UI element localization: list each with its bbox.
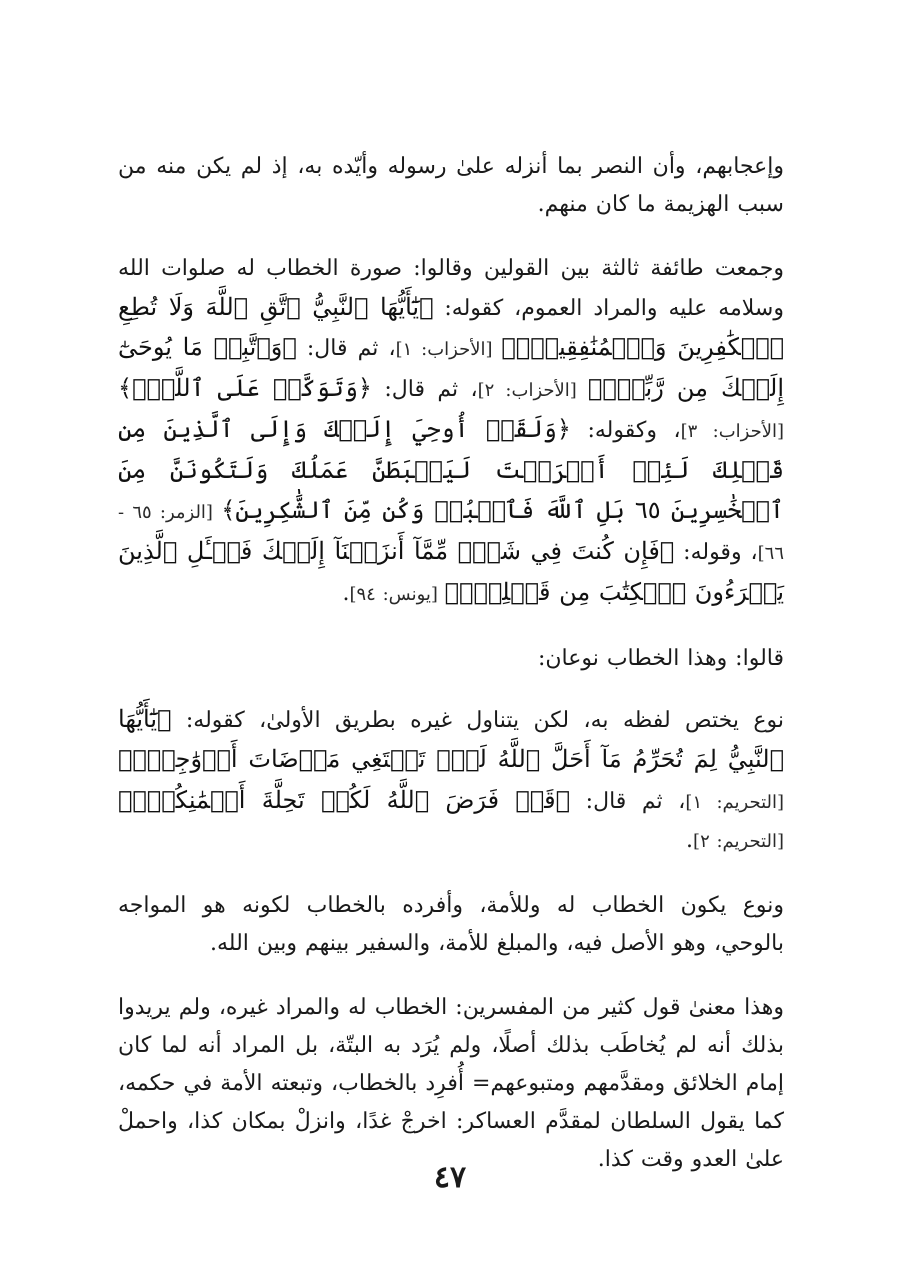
page-body [118, 148, 784, 1205]
quran-verse-ahzab-2: ﴿وَٱتَّبِعۡ مَا يُوحَىٰٓ إِلَيۡكَ مِن رَّبِّكَۚ﴾ [118, 333, 784, 402]
reference-zumar-65-66: [الزمر: ٦٥ - ٦٦] [118, 502, 784, 564]
paragraph-5 [118, 887, 784, 963]
paragraph-2 [118, 250, 784, 614]
paragraph-2-text-6: . [342, 581, 350, 606]
reference-ahzab-2: [الأحزاب: ٢] [477, 380, 588, 401]
paragraph-2-text-2: ، ثم قال: [296, 336, 396, 361]
reference-ahzab-3: [الأحزاب: ٣] [680, 421, 784, 442]
reference-yunus-94: [يونس: ٩٤] [349, 584, 445, 605]
paragraph-6-text: وهذا معنىٰ قول كثير من المفسرين: الخطاب له والمراد غيره، ولم يريدوا بذلك أنه لم يُخاطَب بذلك أصلًا، ولم يُرَد به البتّة، بل المراد أنه لما كان إمام الخلائق ومقدَّمهم ومتبوعهم= أُفرِد بالخطاب، وتبعته الأمة في حكمه، كما يقول السلطان لمقدَّم العساكر: اخرجْ غدًا، وانزلْ بمكان كذا، واحملْ علىٰ العدو وقت كذا. [118, 995, 784, 1172]
paragraph-6 [118, 989, 784, 1179]
paragraph-2-text-3: ، ثم قال: [371, 377, 478, 402]
paragraph-4-text-3: . [686, 828, 694, 853]
reference-tahrim-1: [التحريم: ١] [685, 792, 785, 813]
reference-tahrim-2: [التحريم: ٢] [693, 831, 784, 852]
paragraph-2-text-4: ، وكقوله: [570, 418, 681, 443]
paragraph-1 [118, 148, 784, 224]
quran-verse-ahzab-3: ﴿وَتَوَكَّلۡ عَلَى ٱللَّهِۚ﴾ [118, 374, 372, 402]
page-number: ٤٧ [433, 1160, 467, 1195]
paragraph-1-text: وإعجابهم، وأن النصر بما أنزله علىٰ رسوله وأيّده به، إذ لم يكن منه من سبب الهزيمة ما كان منهم. [118, 154, 784, 217]
reference-ahzab-1: [الأحزاب: ١] [395, 339, 502, 360]
paragraph-3 [118, 640, 784, 678]
paragraph-2-text-5: ، وقوله: [674, 540, 758, 565]
quran-verse-tahrim-1: ﴿يَٰٓأَيُّهَا ٱلنَّبِيُّ لِمَ تُحَرِّمُ مَآ أَحَلَّ ٱللَّهُ لَكَۖ تَبۡتَغِي مَرۡضَاتَ أَزۡوَٰجِكَۚ﴾ [118, 705, 784, 773]
quran-verse-zumar-65-66: ﴿وَلَقَدۡ أُوحِيَ إِلَيۡكَ وَإِلَى ٱلَّذِينَ مِن قَبۡلِكَ لَئِنۡ أَشۡرَكۡتَ لَيَحۡبَطَنَّ عَمَلُكَ وَلَتَكُونَنَّ مِنَ ٱلۡخَٰسِرِينَ ٦٥ بَلِ ٱللَّهَ فَٱعۡبُدۡ وَكُن مِّنَ ٱلشَّٰكِرِينَ﴾ [118, 415, 784, 524]
paragraph-2-text-1: وجمعت طائفة ثالثة بين القولين وقالوا: صورة الخطاب له صلوات الله وسلامه عليه والمراد العموم، كقوله: [118, 256, 784, 321]
paragraph-4-text-1: نوع يختص لفظه به، لكن يتناول غيره بطريق الأولىٰ، كقوله: [171, 708, 784, 733]
paragraph-4-text-2: ، ثم قال: [570, 789, 686, 814]
quran-verse-tahrim-2: ﴿قَدۡ فَرَضَ ٱللَّهُ لَكُمۡ تَحِلَّةَ أَيۡمَٰنِكُمۡۚ﴾ [118, 786, 571, 814]
paragraph-4 [118, 700, 784, 861]
paragraph-3-text: قالوا: وهذا الخطاب نوعان: [537, 646, 784, 671]
paragraph-5-text: ونوع يكون الخطاب له وللأمة، وأفرده بالخطاب لكونه هو المواجه بالوحي، وهو الأصل فيه، والمبلغ للأمة، والسفير بينهم وبين الله. [118, 893, 784, 956]
quran-verse-ahzab-1: ﴿يَٰٓأَيُّهَا ٱلنَّبِيُّ ٱتَّقِ ٱللَّهَ وَلَا تُطِعِ ٱلۡكَٰفِرِينَ وَٱلۡمُنَٰفِقِينَۚ﴾ [118, 293, 784, 361]
quran-verse-yunus-94: ﴿فَإِن كُنتَ فِي شَكّٖ مِّمَّآ أَنزَلۡنَآ إِلَيۡكَ فَسۡـَٔلِ ٱلَّذِينَ يَقۡرَءُونَ ٱلۡكِتَٰبَ مِن قَبۡلِكَۚ﴾ [118, 537, 784, 606]
